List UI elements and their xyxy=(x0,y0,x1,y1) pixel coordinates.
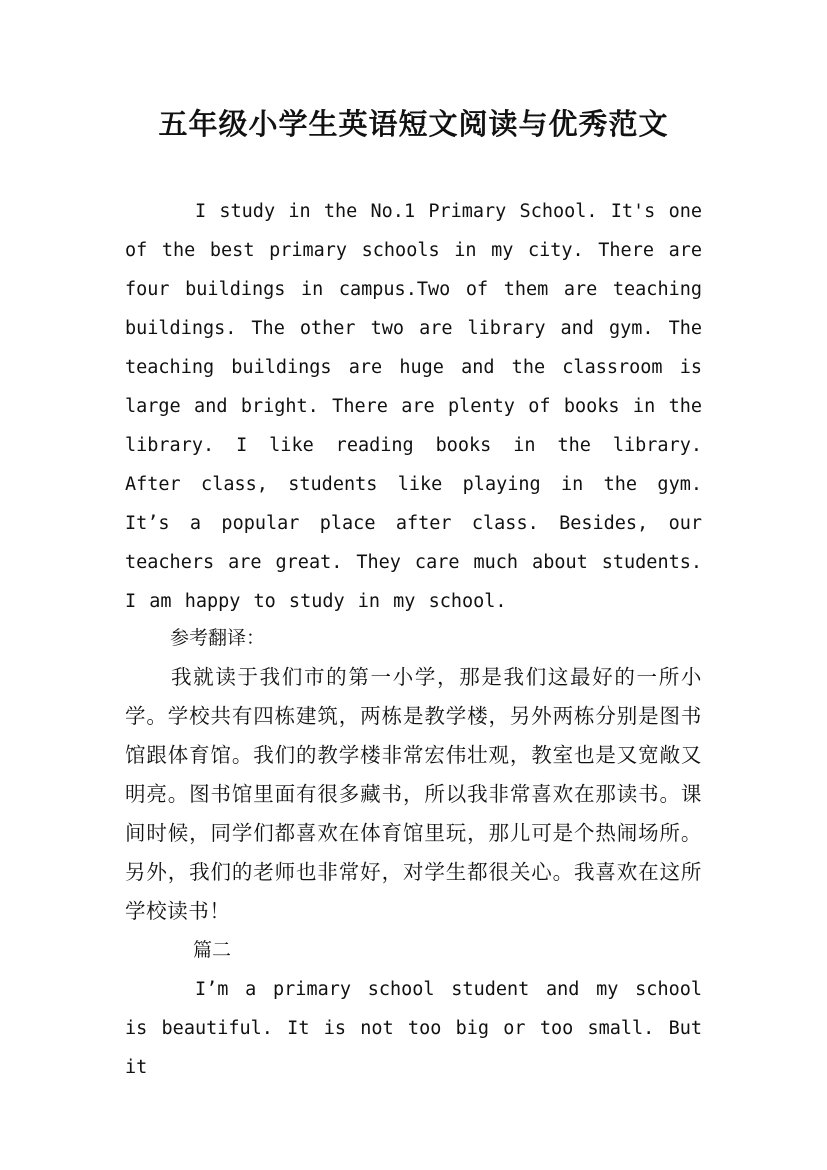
english-passage-1: I study in the No.1 Primary School. It's one of the best primary schools in my city. There are four buildings in campus.Two of them are teaching buildings. The other two are library and gym. The teaching buildings are huge and the classroom is large and bright. There are plenty of books in the library. I like reading books in the library. After class, students like playing in the gym. It’s a popular place after class. Besides, our teachers are great. They care much about students. I am happy to study in my school. xyxy=(125,201,702,612)
english-passage-2: I’m a primary school student and my school is beautiful. It is not too big or too small. But it xyxy=(125,979,702,1078)
chinese-translation-1: 我就读于我们市的第一小学，那是我们这最好的一所小学。学校共有四栋建筑，两栋是教学楼，另外两栋分别是图书馆跟体育馆。我们的教学楼非常宏伟壮观，教室也是又宽敞又明亮。图书馆里面有很多藏书，所以我非常喜欢在那读书。课间时候，同学们都喜欢在体育馆里玩，那儿可是个热闹场所。另外，我们的老师也非常好，对学生都很关心。我喜欢在这所学校读书！ xyxy=(125,665,702,923)
translation-label: 参考翻译： xyxy=(170,627,266,649)
document-title: 五年级小学生英语短文阅读与优秀范文 xyxy=(158,107,669,141)
section-2-label: 篇二 xyxy=(193,939,232,961)
